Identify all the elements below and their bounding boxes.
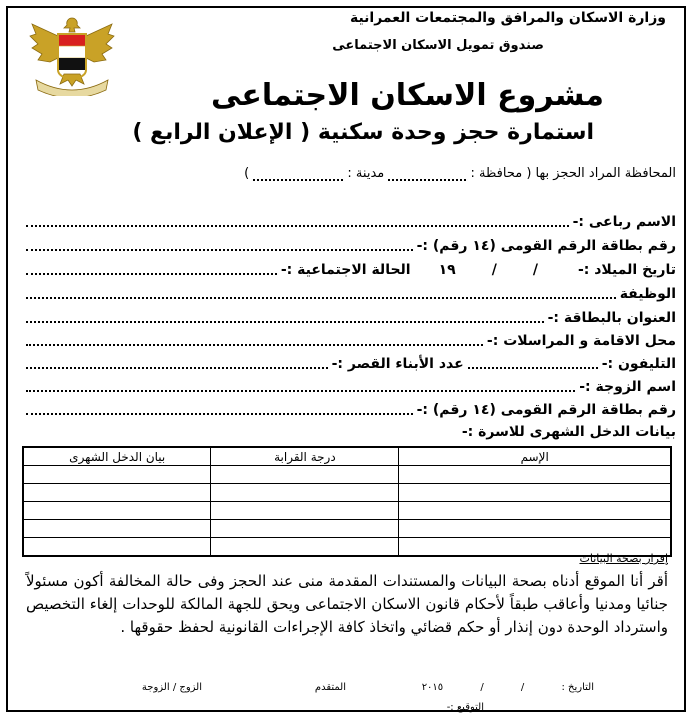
table-cell[interactable] <box>211 466 399 484</box>
table-cell[interactable] <box>399 502 671 520</box>
spouse-label: الزوج / الزوجة <box>141 682 202 693</box>
table-cell[interactable] <box>399 466 671 484</box>
children-label: عدد الأبناء القصر :- <box>331 356 464 372</box>
governorate-label: محافظة : <box>470 166 523 181</box>
col-relation: درجة القرابة <box>211 447 399 466</box>
marital-field[interactable] <box>26 272 277 275</box>
location-line <box>244 166 676 181</box>
table-cell[interactable] <box>23 520 211 538</box>
date-sep2: / <box>480 682 484 693</box>
wife-name-field[interactable] <box>26 389 575 392</box>
date-sep1: / <box>520 682 525 693</box>
table-cell[interactable] <box>23 466 211 484</box>
wife-name-row <box>22 379 676 395</box>
table-cell[interactable] <box>23 538 211 557</box>
residence-row <box>22 333 676 349</box>
marital-label: الحالة الاجتماعية :- <box>280 262 411 278</box>
egypt-eagle-emblem <box>26 14 118 96</box>
residence-label: محل الاقامة و المراسلات :- <box>486 333 676 349</box>
national-id-label: رقم بطاقة الرقم القومى (١٤ رقم) :- <box>416 238 676 254</box>
fund-name: صندوق تمويل الاسكان الاجتماعى <box>332 38 544 53</box>
birth-date-label: تاريخ الميلاد :- <box>577 262 676 278</box>
phone-row <box>22 356 676 372</box>
wife-id-row <box>22 402 676 418</box>
declaration-heading: إقرار بصحة البيانات <box>579 552 668 565</box>
wife-id-label: رقم بطاقة الرقم القومى (١٤ رقم) :- <box>416 402 676 418</box>
table-cell[interactable] <box>23 502 211 520</box>
job-row <box>22 286 676 302</box>
date-label: التاريخ : <box>561 682 594 693</box>
phone-field[interactable] <box>468 366 598 369</box>
table-row <box>23 466 671 484</box>
children-field[interactable] <box>26 366 328 369</box>
governorate-field[interactable] <box>388 179 466 181</box>
table-cell[interactable] <box>23 484 211 502</box>
signature-label: التوقيع :- <box>446 702 484 713</box>
income-title: بيانات الدخل الشهرى للاسرة :- <box>461 424 676 440</box>
table-row <box>23 502 671 520</box>
date-year: ٢٠١٥ <box>421 682 444 693</box>
birth-sep2: / <box>491 262 497 278</box>
table-cell[interactable] <box>399 520 671 538</box>
id-address-label: العنوان بالبطاقة :- <box>547 310 676 326</box>
applicant-label: المتقدم <box>314 682 346 693</box>
job-label: الوظيفة <box>619 286 676 302</box>
name-field[interactable] <box>26 224 569 227</box>
national-id-row <box>22 238 676 254</box>
form-subtitle: استمارة حجز وحدة سكنية ( الإعلان الرابع ) <box>132 120 594 145</box>
id-address-field[interactable] <box>26 320 544 323</box>
city-field[interactable] <box>253 179 343 181</box>
table-row <box>23 520 671 538</box>
col-name: الإسم <box>399 447 671 466</box>
phone-label: التليفون :- <box>601 356 676 372</box>
ministry-name: وزارة الاسكان والمرافق والمجتمعات العمرانية <box>349 10 666 26</box>
page-title: مشروع الاسكان الاجتماعى <box>211 78 604 113</box>
table-row <box>23 538 671 557</box>
location-close: ) <box>244 166 250 181</box>
city-label: مدينة : <box>347 166 385 181</box>
location-label: المحافظة المراد الحجز بها ( <box>526 166 676 181</box>
wife-name-label: اسم الزوجة :- <box>579 379 676 395</box>
job-field[interactable] <box>26 296 616 299</box>
table-cell[interactable] <box>211 502 399 520</box>
birth-marital-row <box>22 262 676 278</box>
table-cell[interactable] <box>211 520 399 538</box>
table-row <box>23 484 671 502</box>
date-block <box>422 682 594 693</box>
table-cell[interactable] <box>211 484 399 502</box>
income-table-header <box>23 447 671 466</box>
declaration-text: أقر أنا الموقع أدناه بصحة البيانات والمستندات المقدمة منى عند الحجز وفى حالة المخالفة أكون مسئولاً جنائيا ومدنيا وأعاقب طبقاً لأحكام قانون الاسكان الاجتماعى ويحق للجهة المالكة للوحدات إلغاء التخصيص واسترداد الوحدة دون إنذار أو حكم قضائي واتخاذ كافة الإجراءات القانونية لحفظ حقوقها . <box>26 572 668 636</box>
birth-sep1: / <box>532 262 538 278</box>
col-income: بيان الدخل الشهرى <box>23 447 211 466</box>
table-cell[interactable] <box>399 484 671 502</box>
national-id-field[interactable] <box>26 248 413 251</box>
table-cell[interactable] <box>211 538 399 557</box>
name-label: الاسم رباعى :- <box>572 214 676 230</box>
id-address-row <box>22 310 676 326</box>
wife-id-field[interactable] <box>26 412 413 415</box>
birth-year: ١٩ <box>438 262 456 278</box>
residence-field[interactable] <box>26 343 483 346</box>
income-table <box>22 446 672 557</box>
name-row <box>22 214 676 230</box>
